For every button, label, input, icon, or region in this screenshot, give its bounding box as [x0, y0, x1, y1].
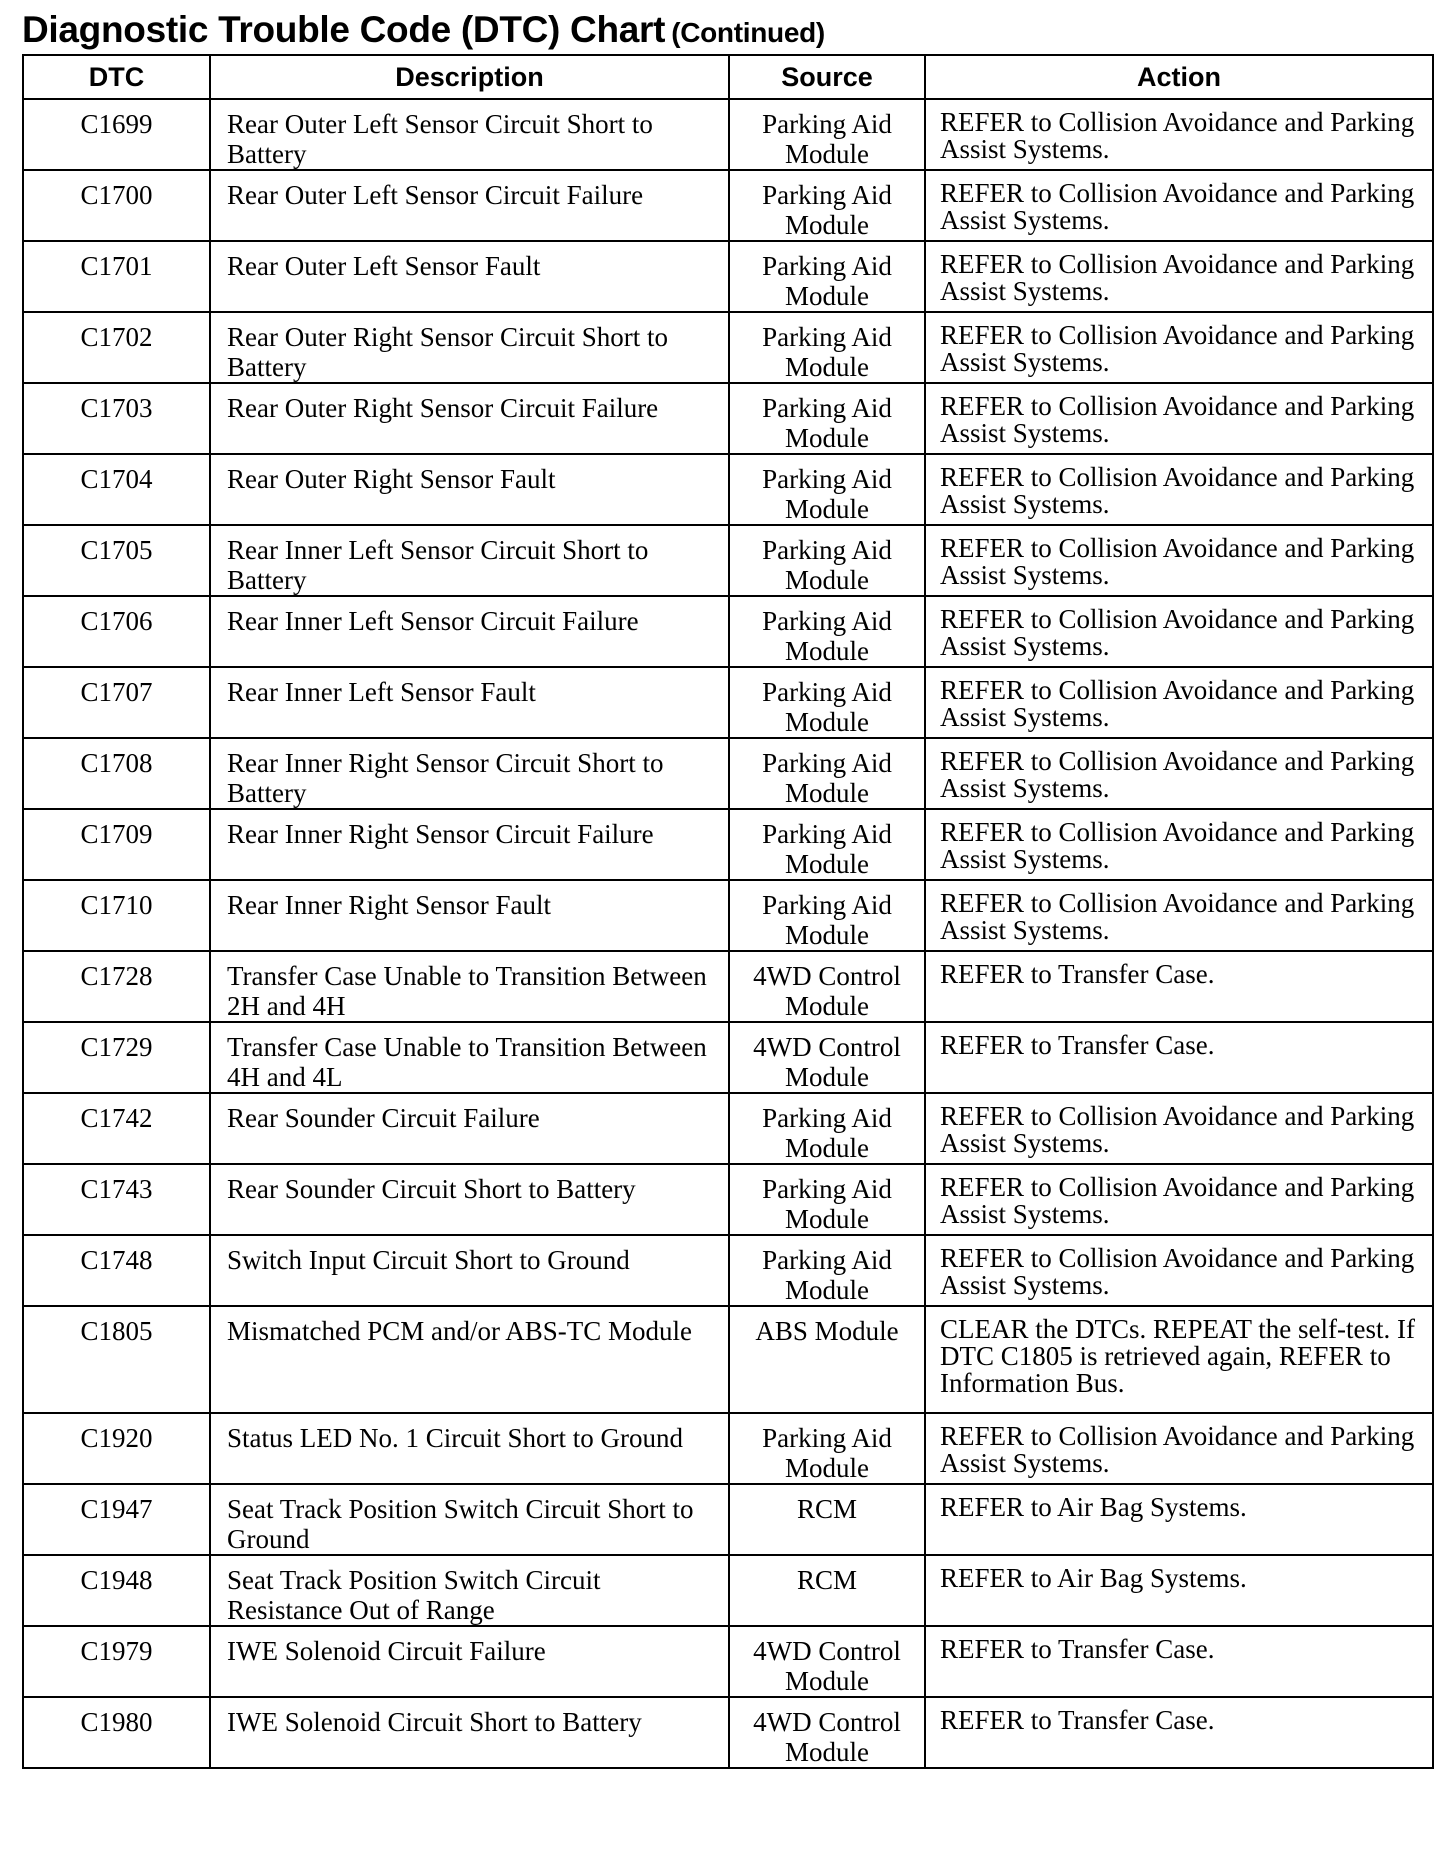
cell-source: 4WD Control Module — [729, 1626, 925, 1697]
table-row — [23, 1697, 1433, 1768]
table-row — [23, 1626, 1433, 1697]
cell-source: Parking Aid Module — [729, 525, 925, 596]
cell-description: Rear Outer Left Sensor Circuit Failure — [210, 170, 729, 241]
cell-source: Parking Aid Module — [729, 1093, 925, 1164]
table-row — [23, 312, 1433, 383]
cell-dtc: C1748 — [23, 1235, 210, 1306]
table-row — [23, 1164, 1433, 1235]
cell-dtc: C1707 — [23, 667, 210, 738]
cell-action: REFER to Collision Avoidance and Parking Assist Systems. — [925, 454, 1433, 525]
cell-dtc: C1920 — [23, 1413, 210, 1484]
header-description: Description — [210, 55, 729, 99]
cell-dtc: C1947 — [23, 1484, 210, 1555]
cell-source: Parking Aid Module — [729, 738, 925, 809]
cell-action: REFER to Collision Avoidance and Parking Assist Systems. — [925, 1164, 1433, 1235]
cell-source: Parking Aid Module — [729, 241, 925, 312]
cell-action: REFER to Collision Avoidance and Parking Assist Systems. — [925, 170, 1433, 241]
cell-dtc: C1728 — [23, 951, 210, 1022]
cell-description: Rear Inner Left Sensor Fault — [210, 667, 729, 738]
table-row — [23, 170, 1433, 241]
cell-source: Parking Aid Module — [729, 596, 925, 667]
title-suffix: (Continued) — [671, 17, 825, 48]
cell-source: ABS Module — [729, 1306, 925, 1413]
cell-description: IWE Solenoid Circuit Short to Battery — [210, 1697, 729, 1768]
table-row — [23, 738, 1433, 809]
cell-dtc: C1706 — [23, 596, 210, 667]
table-row — [23, 1235, 1433, 1306]
cell-description: Rear Outer Left Sensor Fault — [210, 241, 729, 312]
cell-source: 4WD Control Module — [729, 1022, 925, 1093]
cell-dtc: C1699 — [23, 99, 210, 170]
cell-description: Transfer Case Unable to Transition Between 4H and 4L — [210, 1022, 729, 1093]
table-row — [23, 99, 1433, 170]
cell-dtc: C1979 — [23, 1626, 210, 1697]
cell-source: Parking Aid Module — [729, 667, 925, 738]
cell-dtc: C1948 — [23, 1555, 210, 1626]
table-row — [23, 241, 1433, 312]
cell-action: REFER to Collision Avoidance and Parking Assist Systems. — [925, 1093, 1433, 1164]
header-row — [23, 55, 1433, 99]
table-row — [23, 1093, 1433, 1164]
cell-source: Parking Aid Module — [729, 170, 925, 241]
table-body — [23, 99, 1433, 1768]
cell-description: Switch Input Circuit Short to Ground — [210, 1235, 729, 1306]
cell-dtc: C1729 — [23, 1022, 210, 1093]
cell-source: Parking Aid Module — [729, 1235, 925, 1306]
cell-action: REFER to Air Bag Systems. — [925, 1555, 1433, 1626]
cell-description: Rear Inner Right Sensor Circuit Short to Battery — [210, 738, 729, 809]
table-row — [23, 667, 1433, 738]
cell-action: REFER to Collision Avoidance and Parking Assist Systems. — [925, 667, 1433, 738]
cell-action: REFER to Transfer Case. — [925, 951, 1433, 1022]
cell-action: REFER to Collision Avoidance and Parking Assist Systems. — [925, 99, 1433, 170]
cell-dtc: C1709 — [23, 809, 210, 880]
cell-action: REFER to Collision Avoidance and Parking Assist Systems. — [925, 738, 1433, 809]
header-dtc: DTC — [23, 55, 210, 99]
title-main: Diagnostic Trouble Code (DTC) Chart — [22, 9, 666, 50]
cell-action: CLEAR the DTCs. REPEAT the self-test. If DTC C1805 is retrieved again, REFER to Information Bus. — [925, 1306, 1433, 1413]
cell-description: Mismatched PCM and/or ABS-TC Module — [210, 1306, 729, 1413]
cell-source: RCM — [729, 1484, 925, 1555]
cell-action: REFER to Air Bag Systems. — [925, 1484, 1433, 1555]
table-row — [23, 383, 1433, 454]
table-header — [23, 55, 1433, 99]
cell-action: REFER to Collision Avoidance and Parking Assist Systems. — [925, 1235, 1433, 1306]
cell-action: REFER to Collision Avoidance and Parking Assist Systems. — [925, 312, 1433, 383]
cell-description: IWE Solenoid Circuit Failure — [210, 1626, 729, 1697]
cell-action: REFER to Collision Avoidance and Parking Assist Systems. — [925, 596, 1433, 667]
cell-description: Rear Sounder Circuit Short to Battery — [210, 1164, 729, 1235]
cell-description: Rear Inner Right Sensor Circuit Failure — [210, 809, 729, 880]
cell-description: Status LED No. 1 Circuit Short to Ground — [210, 1413, 729, 1484]
cell-source: RCM — [729, 1555, 925, 1626]
cell-source: 4WD Control Module — [729, 951, 925, 1022]
cell-action: REFER to Collision Avoidance and Parking Assist Systems. — [925, 525, 1433, 596]
cell-action: REFER to Collision Avoidance and Parking Assist Systems. — [925, 880, 1433, 951]
cell-action: REFER to Collision Avoidance and Parking Assist Systems. — [925, 241, 1433, 312]
cell-dtc: C1743 — [23, 1164, 210, 1235]
table-row — [23, 1022, 1433, 1093]
cell-source: Parking Aid Module — [729, 1164, 925, 1235]
header-source: Source — [729, 55, 925, 99]
page-title — [22, 4, 825, 59]
cell-source: Parking Aid Module — [729, 312, 925, 383]
cell-description: Rear Outer Right Sensor Circuit Failure — [210, 383, 729, 454]
cell-source: Parking Aid Module — [729, 383, 925, 454]
cell-dtc: C1701 — [23, 241, 210, 312]
table-row — [23, 1306, 1433, 1413]
cell-description: Rear Outer Left Sensor Circuit Short to Battery — [210, 99, 729, 170]
cell-dtc: C1705 — [23, 525, 210, 596]
cell-description: Rear Outer Right Sensor Circuit Short to Battery — [210, 312, 729, 383]
cell-description: Rear Inner Right Sensor Fault — [210, 880, 729, 951]
cell-description: Rear Inner Left Sensor Circuit Short to Battery — [210, 525, 729, 596]
cell-description: Rear Inner Left Sensor Circuit Failure — [210, 596, 729, 667]
cell-source: Parking Aid Module — [729, 1413, 925, 1484]
cell-action: REFER to Transfer Case. — [925, 1626, 1433, 1697]
table-row — [23, 951, 1433, 1022]
cell-source: Parking Aid Module — [729, 454, 925, 525]
cell-dtc: C1702 — [23, 312, 210, 383]
table-row — [23, 1484, 1433, 1555]
cell-source: Parking Aid Module — [729, 99, 925, 170]
cell-description: Rear Outer Right Sensor Fault — [210, 454, 729, 525]
cell-dtc: C1708 — [23, 738, 210, 809]
table-row — [23, 454, 1433, 525]
cell-dtc: C1742 — [23, 1093, 210, 1164]
table-row — [23, 809, 1433, 880]
table-row — [23, 596, 1433, 667]
cell-action: REFER to Collision Avoidance and Parking Assist Systems. — [925, 809, 1433, 880]
cell-source: Parking Aid Module — [729, 809, 925, 880]
cell-source: 4WD Control Module — [729, 1697, 925, 1768]
table-row — [23, 525, 1433, 596]
cell-dtc: C1703 — [23, 383, 210, 454]
table-row — [23, 1555, 1433, 1626]
cell-action: REFER to Collision Avoidance and Parking Assist Systems. — [925, 1413, 1433, 1484]
header-action: Action — [925, 55, 1433, 99]
table-row — [23, 1413, 1433, 1484]
cell-action: REFER to Collision Avoidance and Parking Assist Systems. — [925, 383, 1433, 454]
cell-description: Rear Sounder Circuit Failure — [210, 1093, 729, 1164]
cell-description: Seat Track Position Switch Circuit Short to Ground — [210, 1484, 729, 1555]
cell-description: Transfer Case Unable to Transition Between 2H and 4H — [210, 951, 729, 1022]
dtc-table — [22, 54, 1434, 1769]
cell-dtc: C1700 — [23, 170, 210, 241]
cell-dtc: C1704 — [23, 454, 210, 525]
cell-dtc: C1805 — [23, 1306, 210, 1413]
cell-dtc: C1980 — [23, 1697, 210, 1768]
cell-source: Parking Aid Module — [729, 880, 925, 951]
table-row — [23, 880, 1433, 951]
cell-action: REFER to Transfer Case. — [925, 1697, 1433, 1768]
cell-action: REFER to Transfer Case. — [925, 1022, 1433, 1093]
cell-description: Seat Track Position Switch Circuit Resistance Out of Range — [210, 1555, 729, 1626]
cell-dtc: C1710 — [23, 880, 210, 951]
